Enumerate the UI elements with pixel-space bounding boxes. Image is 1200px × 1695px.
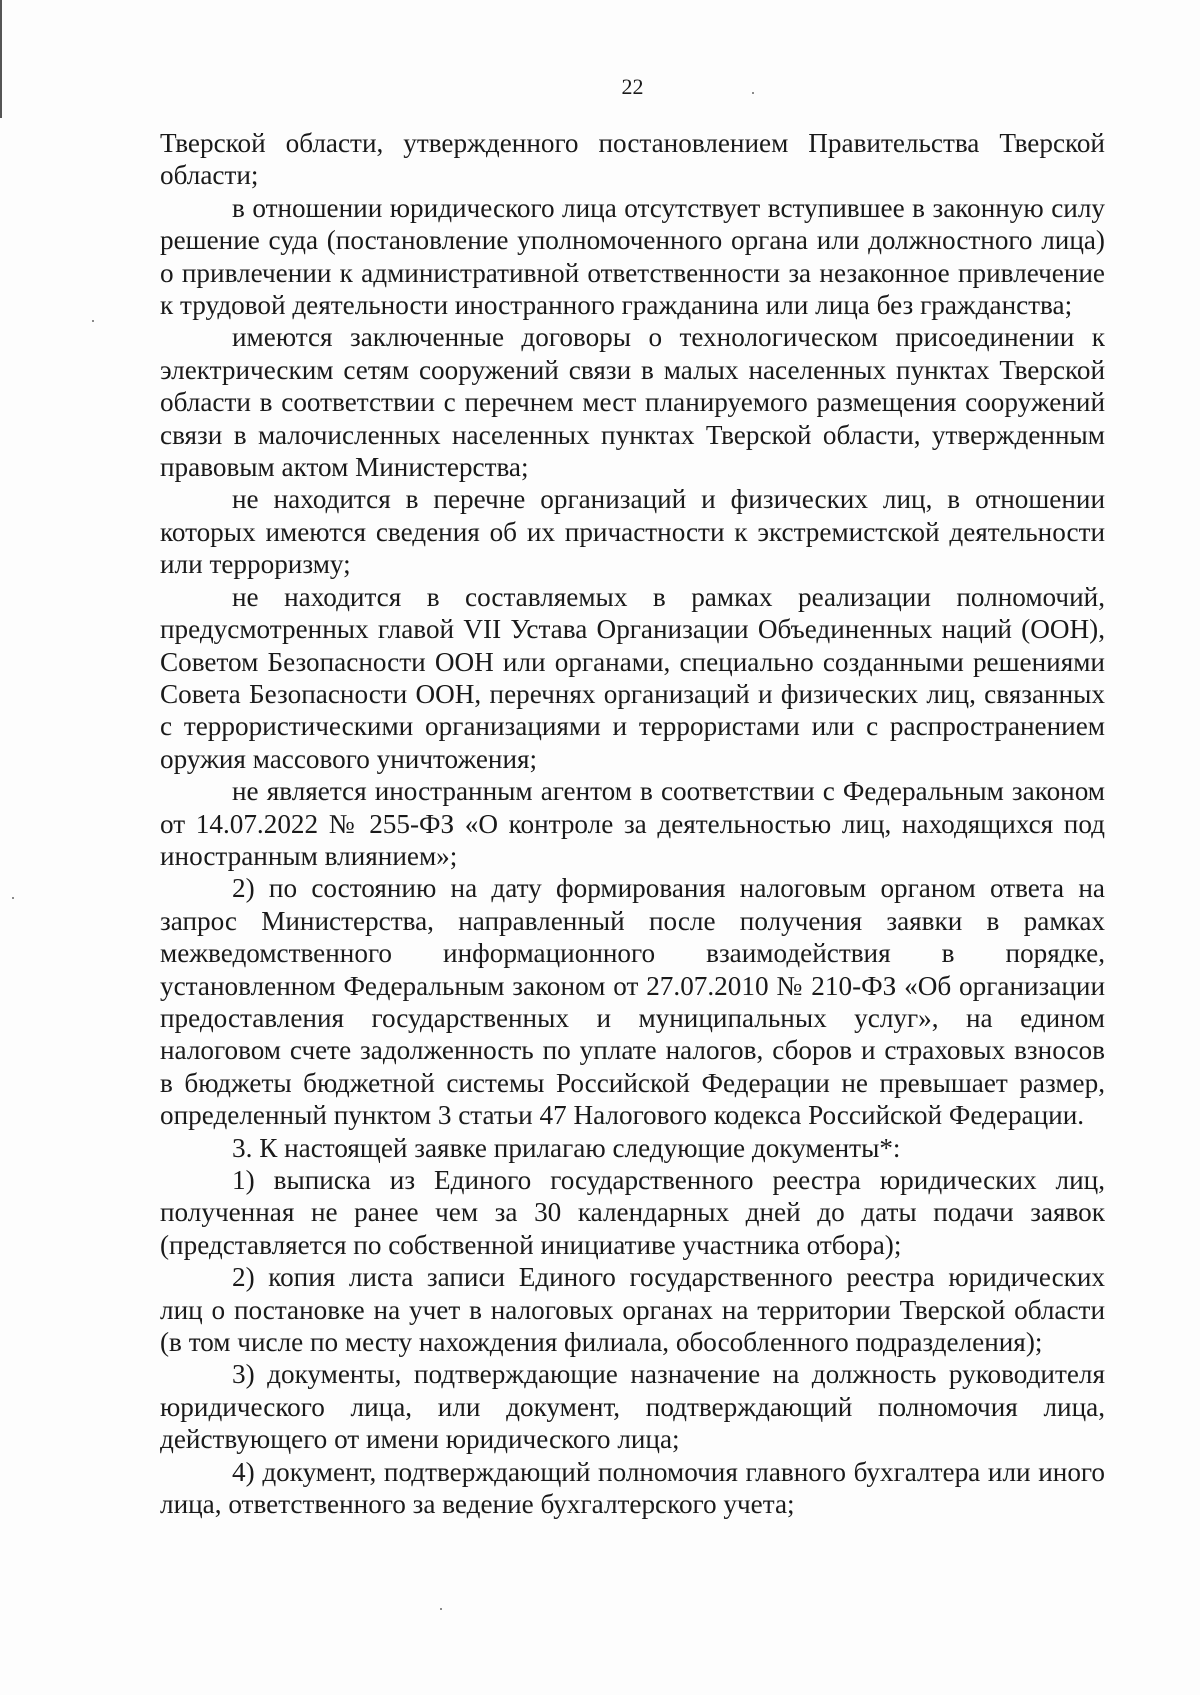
paragraph-extremism-list: не находится в перечне организаций и физических лиц, в отношении которых имеются сведения об их причастности к экстремистской деятельности или терроризму; xyxy=(160,484,1105,580)
paragraph-grid-connection: имеются заключенные договоры о технологическом присоединении к электрическим сетям сооружений связи в малых населенных пунктах Тверской области в соответствии с перечнем мест планируемого размещения сооружений связи в малочисленных населенных пунктах Тверской области, утвержденным правовым актом Министерства; xyxy=(160,322,1105,483)
scan-edge-mark xyxy=(0,0,2,118)
scan-speck xyxy=(12,897,14,899)
paragraph-doc-accountant-authority: 4) документ, подтверждающий полномочия главного бухгалтера или иного лица, ответственного за ведение бухгалтерского учета; xyxy=(160,1456,1105,1520)
paragraph-foreign-agent: не является иностранным агентом в соответствии с Федеральным законом от 14.07.2022 № 255-ФЗ «О контроле за деятельностью лиц, находящихся под иностранным влиянием»; xyxy=(160,776,1105,871)
paragraph-no-liability: в отношении юридического лица отсутствует вступившее в законную силу решение суда (постановление уполномоченного органа или должностного лица) о привлечении к административной ответственности за незаконное привлечение к трудовой деятельности иностранного гражданина или лица без гражданства; xyxy=(160,192,1105,321)
paragraph-un-lists: не находится в составляемых в рамках реализации полномочий, предусмотренных главой VII Устава Организации Объединенных наций (ООН), Советом Безопасности ООН или органами, специально созданными решениями Совета Безопасности ООН, перечнях организаций и физических лиц, связанных с террористическими организациями и террористами или с распространением оружия массового уничтожения; xyxy=(160,581,1105,774)
paragraph-doc-egrul-extract: 1) выписка из Единого государственного реестра юридических лиц, полученная не ранее чем за 30 календарных дней до даты подачи заявок (представляется по собственной инициативе участника отбора); xyxy=(160,1165,1105,1260)
paragraph-doc-director-appointment: 3) документы, подтверждающие назначение на должность руководителя юридического лица, или документ, подтверждающий полномочия лица, действующего от имени юридического лица; xyxy=(160,1359,1105,1455)
page-number: 22 xyxy=(621,74,644,99)
scan-speck xyxy=(752,92,754,94)
document-body xyxy=(160,127,1105,1520)
paragraph-doc-registration-copy: 2) копия листа записи Единого государственного реестра юридических лиц о постановке на учет в налоговых органах на территории Тверской области (в том числе по месту нахождения филиала, обособленного подразделения); xyxy=(160,1262,1105,1358)
scan-speck xyxy=(92,320,94,322)
paragraph-documents-heading: 3. К настоящей заявке прилагаю следующие документы*: xyxy=(232,1132,901,1163)
scan-speck xyxy=(440,1608,442,1610)
paragraph-continuation: Тверской области, утвержденного постановлением Правительства Тверской области; xyxy=(160,128,1105,191)
paragraph-tax-debt: 2) по состоянию на дату формирования налоговым органом ответа на запрос Министерства, направленный после получения заявки в рамках межведомственного информационного взаимодействия в порядке, установленном Федеральным законом от 27.07.2010 № 210-ФЗ «Об организации предоставления государственных и муниципальных услуг», на едином налоговом счете задолженность по уплате налогов, сборов и страховых взносов в бюджеты бюджетной системы Российской Федерации не превышает размер, определенный пунктом 3 статьи 47 Налогового кодекса Российской Федерации. xyxy=(160,873,1105,1131)
